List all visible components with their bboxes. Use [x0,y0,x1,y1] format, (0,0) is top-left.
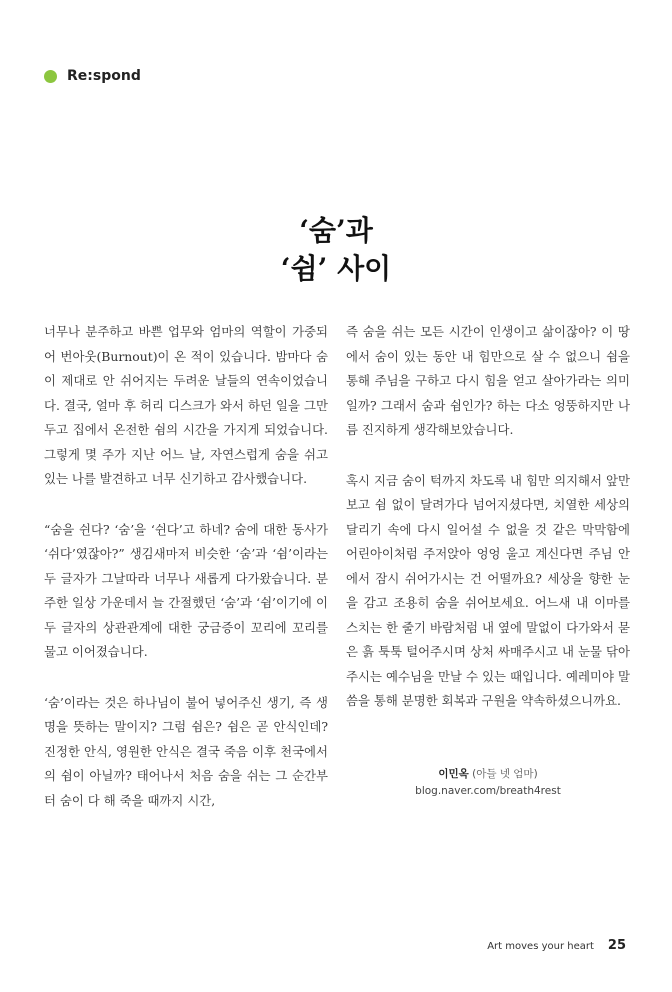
paragraph: 즉 숨을 쉬는 모든 시간이 인생이고 삶이잖아? 이 땅에서 숨이 있는 동안 내 힘만으로 살 수 없으니 쉼을 통해 주님을 구하고 다시 힘을 얻고 살아가라는 의미일까? 그래서 숨과 쉼인가? 하는 다소 엉뚱하지만 나름 진지하게 생각해보았습니다. [346,324,630,437]
page-number: 25 [607,938,626,953]
section-dot-icon [44,70,57,83]
author-name: 이민옥 [438,768,469,780]
left-column [44,320,328,839]
page-footer [487,938,626,953]
paragraph: 혹시 지금 숨이 턱까지 차도록 내 힘만 의지해서 앞만 보고 쉼 없이 달려가다 넘어지셨다면, 치열한 세상의 달리기 속에 다시 일어설 수 없을 것 같은 막막함에 어린아이처럼 주저앉아 엉엉 울고 계신다면 주님 안에서 잠시 쉬어가시는 건 어떨까요? 세상을 향한 눈을 감고 조용히 숨을 쉬어보세요. 어느새 내 이마를 스치는 한 줄기 바람처럼 내 옆에 말없이 다가와서 묻은 흙 툭툭 털어주시며 상처 싸매주시고 내 눈물 닦아주시는 예수님을 만날 수 있는 때입니다. 예레미야 말씀을 통해 분명한 회복과 구원을 약속하셨으니까요. [346,472,630,708]
section-label: Re:spond [67,68,141,84]
author-role: (아들 넷 엄마) [472,768,538,780]
right-column [346,320,630,740]
section-header [44,68,141,84]
paragraph: “숨을 쉰다? ‘숨’을 ‘쉰다’고 하네? 숨에 대한 동사가 ‘쉬다’였잖아?” 생김새마저 비슷한 ‘숨’과 ‘쉼’이라는 두 글자가 그날따라 너무나 새롭게 다가왔습니다. 분주한 일상 가운데서 늘 간절했던 ‘숨’과 ‘쉼’이기에 이 두 글자의 상관관계에 대한 궁금증이 꼬리에 꼬리를 물고 이어졌습니다. [44,521,328,659]
page-title [0,212,672,288]
author-block [346,766,630,800]
paragraph: ‘숨’이라는 것은 하나님이 불어 넣어주신 생기, 즉 생명을 뜻하는 말이지? 그럼 쉼은? 쉼은 곧 안식인데? 진정한 안식, 영원한 안식은 결국 죽음 이후 천국에서의 쉼이 아닐까? 태어나서 처음 숨을 쉬는 그 순간부터 숨이 다 해 죽을 때까지 시간, [44,694,328,808]
paragraph: 너무나 분주하고 바쁜 업무와 엄마의 역할이 가중되어 번아웃(Burnout)이 온 적이 있습니다. 밤마다 숨이 제대로 안 쉬어지는 두려운 날들의 연속이었습니다. 결국, 얼마 후 허리 디스크가 와서 하던 일을 그만두고 집에서 온전한 쉼의 시간을 가지게 되었습니다. 그렇게 몇 주가 지난 어느 날, 자연스럽게 숨을 쉬고 있는 나를 발견하고 너무 신기하고 감사했습니다. [44,324,328,486]
title-line-2: ‘쉼’ 사이 [280,252,392,285]
author-line [346,766,630,783]
title-line-1: ‘숨’과 [299,214,373,247]
footer-tagline: Art moves your heart [487,941,594,952]
author-blog: blog.naver.com/breath4rest [415,785,561,797]
